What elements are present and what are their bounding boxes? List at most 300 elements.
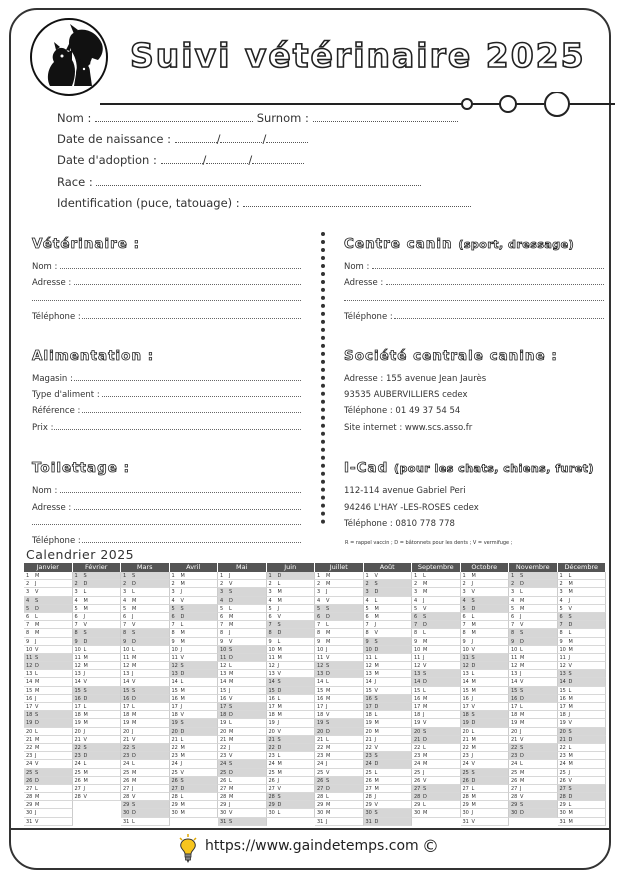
calendar-day[interactable] (558, 646, 607, 654)
calendar-day[interactable] (218, 785, 267, 793)
calendar-day[interactable] (24, 818, 73, 826)
calendar-day[interactable] (509, 793, 558, 801)
calendar-day[interactable] (315, 801, 364, 809)
calendar-day[interactable] (315, 760, 364, 768)
food-store-field[interactable] (74, 380, 301, 381)
calendar-day[interactable] (315, 728, 364, 736)
calendar-day[interactable] (509, 678, 558, 686)
calendar-day[interactable] (267, 638, 316, 646)
calendar-day[interactable] (24, 687, 73, 695)
calendar-day[interactable] (461, 670, 510, 678)
calendar-day[interactable] (558, 638, 607, 646)
calendar-day[interactable] (558, 818, 607, 826)
calendar-day[interactable] (267, 580, 316, 588)
dog-center-address-field[interactable] (386, 284, 604, 285)
calendar-day[interactable] (267, 793, 316, 801)
calendar-day[interactable] (558, 752, 607, 760)
calendar-day[interactable] (461, 703, 510, 711)
calendar-day[interactable] (73, 638, 122, 646)
calendar-day[interactable] (121, 572, 170, 580)
calendar-day[interactable] (364, 728, 413, 736)
calendar-day[interactable] (121, 629, 170, 637)
calendar-day[interactable] (24, 728, 73, 736)
calendar-day[interactable] (170, 744, 219, 752)
calendar-day[interactable] (73, 736, 122, 744)
calendar-day[interactable] (558, 687, 607, 695)
calendar-day[interactable] (412, 662, 461, 670)
calendar-day[interactable] (364, 580, 413, 588)
calendar-day[interactable] (412, 687, 461, 695)
calendar-day[interactable] (509, 605, 558, 613)
calendar-day[interactable] (218, 678, 267, 686)
calendar-day[interactable] (170, 613, 219, 621)
calendar-day[interactable] (315, 736, 364, 744)
calendar-day[interactable] (121, 670, 170, 678)
calendar-day[interactable] (558, 695, 607, 703)
calendar-day[interactable] (364, 613, 413, 621)
vet-address-field[interactable] (74, 284, 301, 285)
calendar-day[interactable] (170, 801, 219, 809)
calendar-day[interactable] (170, 597, 219, 605)
calendar-day[interactable] (267, 621, 316, 629)
birth-month-field[interactable] (220, 133, 262, 143)
calendar-day[interactable] (364, 736, 413, 744)
calendar-day[interactable] (364, 654, 413, 662)
calendar-day[interactable] (412, 793, 461, 801)
calendar-day[interactable] (218, 613, 267, 621)
calendar-day[interactable] (461, 801, 510, 809)
calendar-day[interactable] (558, 629, 607, 637)
calendar-day[interactable] (73, 646, 122, 654)
calendar-day[interactable] (73, 752, 122, 760)
calendar-day[interactable] (73, 719, 122, 727)
calendar-day[interactable] (461, 744, 510, 752)
calendar-day[interactable] (218, 687, 267, 695)
calendar-day[interactable] (364, 744, 413, 752)
calendar-day[interactable] (24, 605, 73, 613)
calendar-day[interactable] (461, 777, 510, 785)
calendar-day[interactable] (267, 760, 316, 768)
calendar-day[interactable] (558, 613, 607, 621)
calendar-day[interactable] (364, 572, 413, 580)
calendar-day[interactable] (558, 736, 607, 744)
calendar-day[interactable] (364, 769, 413, 777)
calendar-day[interactable] (558, 777, 607, 785)
calendar-day[interactable] (364, 785, 413, 793)
calendar-day[interactable] (509, 572, 558, 580)
calendar-day[interactable] (364, 588, 413, 596)
calendar-day[interactable] (461, 588, 510, 596)
calendar-day[interactable] (24, 621, 73, 629)
calendar-day[interactable] (24, 711, 73, 719)
calendar-day[interactable] (73, 777, 122, 785)
calendar-day[interactable] (121, 605, 170, 613)
calendar-day[interactable] (121, 785, 170, 793)
calendar-day[interactable] (558, 719, 607, 727)
calendar-day[interactable] (364, 719, 413, 727)
calendar-day[interactable] (412, 670, 461, 678)
calendar-day[interactable] (461, 736, 510, 744)
calendar-day[interactable] (24, 572, 73, 580)
calendar-day[interactable] (461, 687, 510, 695)
calendar-day[interactable] (412, 654, 461, 662)
grooming-name-field[interactable] (60, 492, 301, 493)
calendar-day[interactable] (315, 818, 364, 826)
dog-center-phone-field[interactable] (394, 318, 604, 319)
calendar-day[interactable] (412, 621, 461, 629)
calendar-day[interactable] (315, 597, 364, 605)
calendar-day[interactable] (315, 769, 364, 777)
calendar-day[interactable] (315, 719, 364, 727)
calendar-day[interactable] (121, 736, 170, 744)
calendar-day[interactable] (267, 588, 316, 596)
calendar-day[interactable] (170, 711, 219, 719)
calendar-day[interactable] (121, 703, 170, 711)
calendar-day[interactable] (121, 621, 170, 629)
name-field[interactable] (95, 112, 253, 122)
calendar-day[interactable] (558, 793, 607, 801)
calendar-day[interactable] (364, 662, 413, 670)
calendar-day[interactable] (509, 760, 558, 768)
calendar-day[interactable] (73, 678, 122, 686)
vet-address-field-2[interactable] (32, 300, 301, 301)
calendar-day[interactable] (412, 711, 461, 719)
calendar-day[interactable] (121, 695, 170, 703)
calendar-day[interactable] (509, 728, 558, 736)
calendar-day[interactable] (73, 695, 122, 703)
surname-field[interactable] (313, 112, 458, 122)
calendar-day[interactable] (558, 801, 607, 809)
calendar-day[interactable] (315, 580, 364, 588)
calendar-day[interactable] (121, 793, 170, 801)
calendar-day[interactable] (412, 744, 461, 752)
calendar-day[interactable] (461, 621, 510, 629)
calendar-day[interactable] (170, 777, 219, 785)
calendar-day[interactable] (509, 801, 558, 809)
calendar-day[interactable] (121, 769, 170, 777)
calendar-day[interactable] (558, 621, 607, 629)
calendar-day[interactable] (461, 728, 510, 736)
calendar-day[interactable] (461, 769, 510, 777)
calendar-day[interactable] (73, 629, 122, 637)
calendar-day[interactable] (509, 621, 558, 629)
calendar-day[interactable] (170, 646, 219, 654)
calendar-day[interactable] (267, 662, 316, 670)
calendar-day[interactable] (364, 605, 413, 613)
calendar-day[interactable] (170, 662, 219, 670)
calendar-day[interactable] (73, 793, 122, 801)
calendar-day[interactable] (73, 670, 122, 678)
calendar-day[interactable] (218, 646, 267, 654)
calendar-day[interactable] (509, 777, 558, 785)
calendar-day[interactable] (24, 719, 73, 727)
calendar-day[interactable] (558, 809, 607, 817)
calendar-day[interactable] (73, 662, 122, 670)
calendar-day[interactable] (121, 580, 170, 588)
food-reference-field[interactable] (82, 412, 301, 413)
calendar-day[interactable] (218, 760, 267, 768)
calendar-day[interactable] (509, 629, 558, 637)
vet-name-field[interactable] (60, 268, 301, 269)
calendar-day[interactable] (412, 605, 461, 613)
calendar-day[interactable] (267, 687, 316, 695)
calendar-day[interactable] (170, 638, 219, 646)
calendar-day[interactable] (461, 613, 510, 621)
calendar-day[interactable] (73, 687, 122, 695)
calendar-day[interactable] (24, 801, 73, 809)
calendar-day[interactable] (364, 752, 413, 760)
calendar-day[interactable] (509, 703, 558, 711)
calendar-day[interactable] (73, 711, 122, 719)
calendar-day[interactable] (170, 760, 219, 768)
calendar-day[interactable] (315, 752, 364, 760)
calendar-day[interactable] (121, 638, 170, 646)
calendar-day[interactable] (267, 719, 316, 727)
calendar-day[interactable] (170, 785, 219, 793)
calendar-day[interactable] (364, 670, 413, 678)
calendar-day[interactable] (73, 728, 122, 736)
calendar-day[interactable] (267, 597, 316, 605)
calendar-day[interactable] (364, 629, 413, 637)
calendar-day[interactable] (218, 793, 267, 801)
calendar-day[interactable] (315, 605, 364, 613)
calendar-day[interactable] (509, 711, 558, 719)
calendar-day[interactable] (509, 646, 558, 654)
adoption-year-field[interactable] (252, 154, 304, 164)
calendar-day[interactable] (170, 654, 219, 662)
calendar-day[interactable] (218, 719, 267, 727)
calendar-day[interactable] (558, 769, 607, 777)
calendar-day[interactable] (267, 809, 316, 817)
calendar-day[interactable] (267, 654, 316, 662)
calendar-day[interactable] (461, 695, 510, 703)
calendar-day[interactable] (73, 769, 122, 777)
calendar-day[interactable] (412, 752, 461, 760)
calendar-day[interactable] (315, 662, 364, 670)
calendar-day[interactable] (121, 687, 170, 695)
calendar-day[interactable] (24, 793, 73, 801)
calendar-day[interactable] (218, 654, 267, 662)
calendar-day[interactable] (461, 662, 510, 670)
calendar-day[interactable] (218, 695, 267, 703)
calendar-day[interactable] (509, 736, 558, 744)
calendar-day[interactable] (461, 809, 510, 817)
calendar-day[interactable] (509, 670, 558, 678)
calendar-day[interactable] (121, 728, 170, 736)
grooming-address-field-2[interactable] (32, 524, 301, 525)
calendar-day[interactable] (24, 777, 73, 785)
calendar-day[interactable] (558, 597, 607, 605)
calendar-day[interactable] (121, 678, 170, 686)
calendar-day[interactable] (218, 662, 267, 670)
food-price-field[interactable] (54, 429, 301, 430)
calendar-day[interactable] (170, 678, 219, 686)
calendar-day[interactable] (558, 605, 607, 613)
calendar-day[interactable] (461, 605, 510, 613)
calendar-day[interactable] (73, 572, 122, 580)
calendar-day[interactable] (412, 703, 461, 711)
calendar-day[interactable] (218, 736, 267, 744)
calendar-day[interactable] (315, 703, 364, 711)
calendar-day[interactable] (558, 580, 607, 588)
calendar-day[interactable] (24, 703, 73, 711)
calendar-day[interactable] (24, 670, 73, 678)
dog-center-name-field[interactable] (372, 268, 604, 269)
calendar-day[interactable] (218, 752, 267, 760)
calendar-day[interactable] (412, 613, 461, 621)
calendar-day[interactable] (364, 809, 413, 817)
calendar-day[interactable] (170, 752, 219, 760)
calendar-day[interactable] (509, 752, 558, 760)
calendar-day[interactable] (558, 588, 607, 596)
calendar-day[interactable] (121, 646, 170, 654)
calendar-day[interactable] (267, 777, 316, 785)
calendar-day[interactable] (73, 703, 122, 711)
calendar-day[interactable] (509, 654, 558, 662)
calendar-day[interactable] (558, 760, 607, 768)
calendar-day[interactable] (509, 613, 558, 621)
calendar-day[interactable] (24, 695, 73, 703)
calendar-day[interactable] (461, 719, 510, 727)
calendar-day[interactable] (170, 588, 219, 596)
calendar-day[interactable] (315, 678, 364, 686)
calendar-day[interactable] (364, 801, 413, 809)
calendar-day[interactable] (364, 703, 413, 711)
calendar-day[interactable] (461, 654, 510, 662)
calendar-day[interactable] (267, 703, 316, 711)
calendar-day[interactable] (218, 818, 267, 826)
calendar-day[interactable] (121, 818, 170, 826)
calendar-day[interactable] (315, 687, 364, 695)
calendar-day[interactable] (73, 744, 122, 752)
calendar-day[interactable] (461, 597, 510, 605)
calendar-day[interactable] (315, 588, 364, 596)
calendar-day[interactable] (315, 621, 364, 629)
calendar-day[interactable] (461, 752, 510, 760)
calendar-day[interactable] (558, 728, 607, 736)
calendar-day[interactable] (170, 719, 219, 727)
calendar-day[interactable] (509, 597, 558, 605)
calendar-day[interactable] (121, 662, 170, 670)
calendar-day[interactable] (412, 695, 461, 703)
calendar-day[interactable] (218, 801, 267, 809)
calendar-day[interactable] (558, 670, 607, 678)
calendar-day[interactable] (170, 695, 219, 703)
food-type-field[interactable] (102, 396, 301, 397)
calendar-day[interactable] (24, 769, 73, 777)
calendar-day[interactable] (509, 695, 558, 703)
calendar-day[interactable] (412, 646, 461, 654)
calendar-day[interactable] (267, 728, 316, 736)
calendar-day[interactable] (315, 613, 364, 621)
calendar-day[interactable] (267, 752, 316, 760)
calendar-day[interactable] (364, 695, 413, 703)
calendar-day[interactable] (558, 703, 607, 711)
calendar-day[interactable] (315, 638, 364, 646)
calendar-day[interactable] (24, 638, 73, 646)
calendar-day[interactable] (24, 654, 73, 662)
calendar-day[interactable] (412, 809, 461, 817)
calendar-day[interactable] (315, 711, 364, 719)
calendar-day[interactable] (267, 605, 316, 613)
calendar-day[interactable] (218, 809, 267, 817)
calendar-day[interactable] (267, 646, 316, 654)
calendar-day[interactable] (170, 580, 219, 588)
calendar-day[interactable] (267, 695, 316, 703)
grooming-phone-field[interactable] (82, 542, 301, 543)
calendar-day[interactable] (218, 744, 267, 752)
calendar-day[interactable] (24, 678, 73, 686)
calendar-day[interactable] (121, 711, 170, 719)
calendar-day[interactable] (364, 597, 413, 605)
calendar-day[interactable] (412, 638, 461, 646)
calendar-day[interactable] (121, 597, 170, 605)
calendar-day[interactable] (170, 621, 219, 629)
calendar-day[interactable] (509, 580, 558, 588)
calendar-day[interactable] (267, 736, 316, 744)
calendar-day[interactable] (315, 793, 364, 801)
calendar-day[interactable] (170, 703, 219, 711)
calendar-day[interactable] (121, 744, 170, 752)
calendar-day[interactable] (73, 588, 122, 596)
calendar-day[interactable] (267, 572, 316, 580)
calendar-day[interactable] (24, 785, 73, 793)
calendar-day[interactable] (364, 777, 413, 785)
calendar-day[interactable] (121, 719, 170, 727)
calendar-day[interactable] (364, 646, 413, 654)
calendar-day[interactable] (509, 638, 558, 646)
calendar-day[interactable] (218, 638, 267, 646)
calendar-day[interactable] (121, 613, 170, 621)
calendar-day[interactable] (509, 687, 558, 695)
calendar-day[interactable] (267, 711, 316, 719)
calendar-day[interactable] (170, 687, 219, 695)
calendar-day[interactable] (73, 785, 122, 793)
calendar-day[interactable] (461, 646, 510, 654)
calendar-day[interactable] (218, 777, 267, 785)
calendar-day[interactable] (170, 793, 219, 801)
calendar-day[interactable] (315, 629, 364, 637)
calendar-day[interactable] (267, 670, 316, 678)
calendar-day[interactable] (461, 760, 510, 768)
calendar-day[interactable] (558, 678, 607, 686)
adoption-day-field[interactable] (161, 154, 203, 164)
calendar-day[interactable] (73, 613, 122, 621)
calendar-day[interactable] (364, 678, 413, 686)
calendar-day[interactable] (558, 711, 607, 719)
calendar-day[interactable] (412, 736, 461, 744)
calendar-day[interactable] (509, 809, 558, 817)
adoption-month-field[interactable] (206, 154, 248, 164)
calendar-day[interactable] (218, 580, 267, 588)
calendar-day[interactable] (218, 597, 267, 605)
calendar-day[interactable] (412, 678, 461, 686)
calendar-day[interactable] (461, 580, 510, 588)
calendar-day[interactable] (267, 744, 316, 752)
calendar-day[interactable] (170, 728, 219, 736)
calendar-day[interactable] (267, 801, 316, 809)
calendar-day[interactable] (267, 629, 316, 637)
calendar-day[interactable] (509, 744, 558, 752)
calendar-day[interactable] (412, 719, 461, 727)
calendar-day[interactable] (218, 703, 267, 711)
calendar-day[interactable] (24, 629, 73, 637)
calendar-day[interactable] (170, 572, 219, 580)
calendar-day[interactable] (218, 711, 267, 719)
calendar-day[interactable] (121, 809, 170, 817)
calendar-day[interactable] (24, 613, 73, 621)
calendar-day[interactable] (170, 809, 219, 817)
